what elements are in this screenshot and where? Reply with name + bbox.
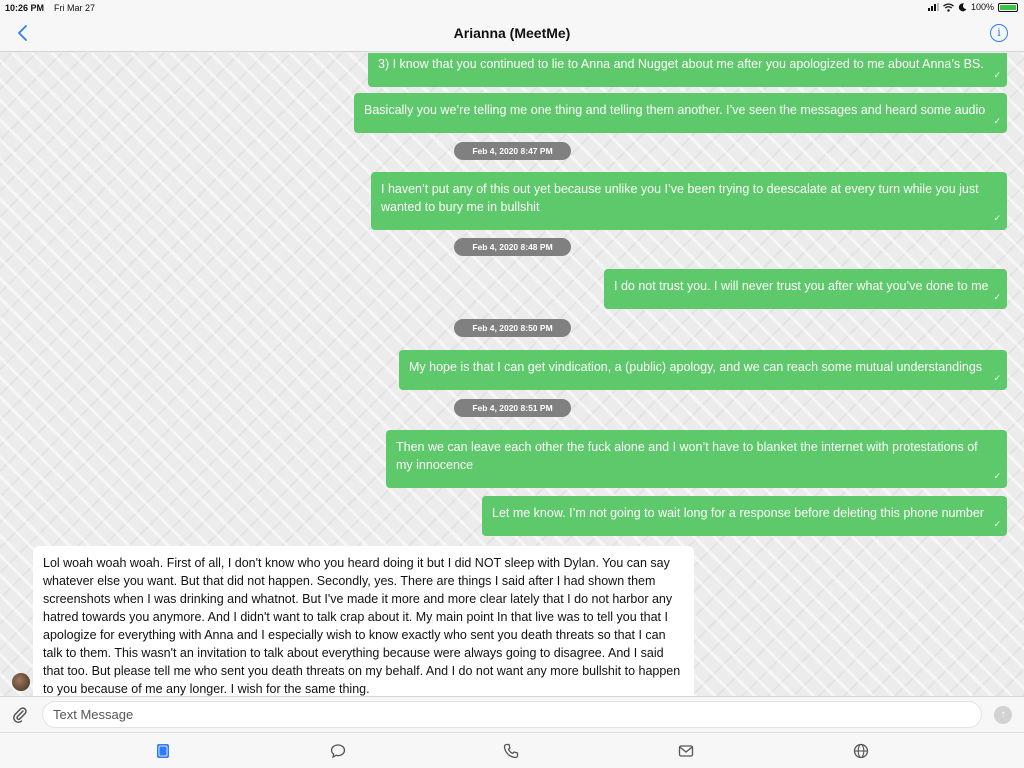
signal-icon [928,3,939,11]
message-outgoing[interactable] [399,350,1007,390]
delivered-check-icon: ✓ [993,373,1001,383]
message-text: Let me know. I’m not going to wait long for a response before deleting this phone number [492,506,984,520]
info-icon[interactable]: i [990,24,1008,42]
delivered-check-icon: ✓ [993,471,1001,481]
delivered-check-icon: ✓ [993,70,1001,80]
conversation-title: Arianna (MeetMe) [453,25,571,41]
message-text: My hope is that I can get vindication, a (public) apology, and we can reach some mutual understandings [409,360,983,374]
message-text: Lol woah woah woah. First of all, I don't know who you heard doing it but I did NOT sleep with Dylan. You can say whatever else you want. But that did not happen. Secondly, yes. There are things I said after I had shown them screenshots when I was drinking and whatnot. But I've made it more and more clear lately that I do not harbor any hatred towards you anymore. And I didn't want to talk crap about it. My main point In that live was to tell you that I apologize for everything with Anna and I especially wish to know exactly who sent you death threats so that I can talk to them. This wasn't an invitation to talk about everything because were always going to disagree. And I said that too. But please tell me who sent you death threats on my behalf. And I do not want any more bullshit to happen to you because of me any longer. I wish for the same thing. [43,556,681,696]
timestamp-pill: Feb 4, 2020 8:48 PM [454,238,571,256]
message-outgoing[interactable] [354,93,1007,133]
battery-percent: 100% [970,2,994,12]
paperclip-icon[interactable] [12,706,28,724]
delivered-check-icon: ✓ [993,213,1001,223]
status-bar [0,0,1024,16]
battery-icon [998,3,1018,12]
wifi-icon [943,3,954,12]
message-outgoing[interactable] [368,53,1007,87]
timestamp-pill: Feb 4, 2020 8:47 PM [454,142,571,160]
tab-bar [0,732,1024,768]
compose-bar [0,696,1024,732]
message-text: Basically you we’re telling me one thing and telling them another. I’ve seen the messages and heard some audio [364,103,986,117]
delivered-check-icon: ✓ [993,116,1001,126]
contacts-icon[interactable] [154,742,172,760]
message-incoming[interactable] [33,546,694,696]
nav-bar [0,16,1024,52]
status-indicators [928,2,1018,12]
send-arrow-icon[interactable]: ↑ [994,706,1012,724]
message-text: 3) I know that you continued to lie to Anna and Nugget about me after you apologized to me about Anna’s BS. [378,57,984,71]
message-outgoing[interactable] [482,496,1007,536]
message-input[interactable] [42,701,982,728]
chat-bubble-icon[interactable] [329,742,347,760]
message-outgoing[interactable] [604,269,1007,309]
delivered-check-icon: ✓ [993,292,1001,302]
phone-icon[interactable] [502,742,520,760]
message-text: Then we can leave each other the fuck alone and I won’t have to blanket the internet with protestations of my innocence [396,440,978,472]
mail-icon[interactable] [677,742,695,760]
message-thread[interactable] [0,53,1024,696]
delivered-check-icon: ✓ [993,519,1001,529]
status-time: 10:26 PM [5,3,45,13]
timestamp-pill: Feb 4, 2020 8:50 PM [454,319,571,337]
message-outgoing[interactable] [386,430,1007,488]
avatar[interactable] [12,673,30,691]
message-text: I haven’t put any of this out yet because unlike you I’ve been trying to deescalate at every turn while you just wanted to bury me in bullshit [381,182,979,214]
status-date: Fri Mar 27 [54,3,96,13]
message-text: I do not trust you. I will never trust you after what you’ve done to me [614,279,989,293]
globe-icon[interactable] [852,742,870,760]
message-outgoing[interactable] [371,172,1007,230]
timestamp-pill: Feb 4, 2020 8:51 PM [454,399,571,417]
moon-icon [958,3,967,12]
